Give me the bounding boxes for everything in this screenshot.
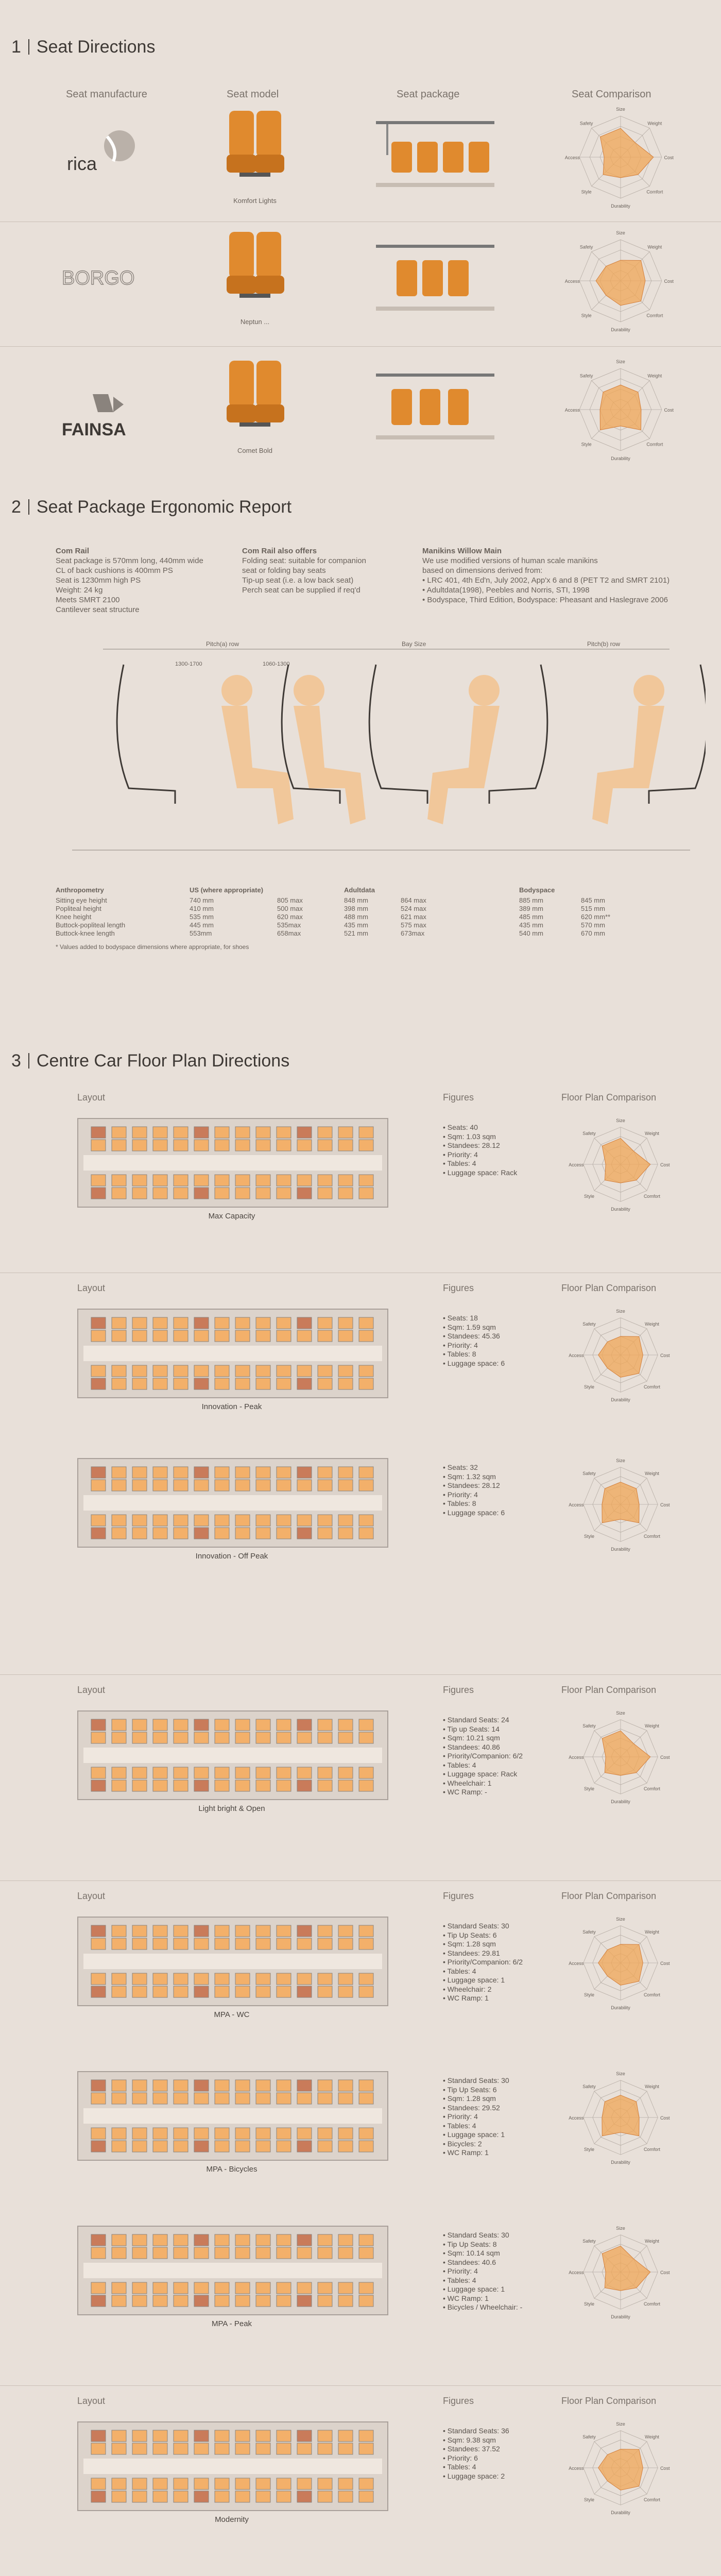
radar-axis-label: Durability: [611, 1397, 630, 1403]
figure-line: • Tables: 4: [443, 1760, 476, 1769]
svg-text:FAINSA: FAINSA: [62, 420, 126, 439]
figure-line: • Luggage space: 6: [443, 1508, 505, 1517]
floor-plan-radar-0: [561, 1115, 680, 1213]
radar-axis-label: Weight: [645, 2084, 659, 2090]
figure-line: • Luggage space: 2: [443, 2471, 505, 2480]
figure-line: • Luggage space: Rack: [443, 1168, 518, 1177]
floor-plan-6: [77, 2226, 388, 2315]
radar-series-area: [602, 1731, 650, 1775]
figure-line: • Standees: 45.36: [443, 1332, 500, 1340]
ergo-block-manikins: Manikins Willow Main We use modified versions of human scale manikins based on dimensions derived from: • LRC 401, 4th Ed'n, July 2002, App'x 6 and 8 (PET T2 and SMRT 2101) • Adultdata(1998), Peebles and Norris, STI, 1998 • Bodyspace, Third Edition, Bodyspace: Pheasant and Haslegrave 2006: [422, 547, 670, 604]
radar-axis-label: Size: [616, 230, 625, 236]
radar-axis-label: Safety: [579, 244, 593, 250]
floor-plan-3: [77, 1710, 388, 1800]
radar-series-area: [596, 260, 645, 306]
figure-line: • Priority: 6: [443, 2453, 478, 2462]
svg-text:1300-1700: 1300-1700: [175, 661, 202, 667]
floor-plan-label-2: Innovation - Off Peak: [195, 1552, 268, 1561]
radar-axis-label: Comfort: [643, 2301, 660, 2307]
radar-axis-label: Access: [564, 408, 580, 413]
radar-axis-label: Safety: [579, 373, 593, 379]
figure-line: • Sqm: 1.59 sqm: [443, 1323, 496, 1331]
radar-axis-label: Durability: [611, 1207, 630, 1212]
figure-line: • Priority: 4: [443, 1490, 478, 1499]
radar-axis-label: Weight: [647, 373, 662, 379]
figure-line: • Priority/Companion: 6/2: [443, 1752, 523, 1760]
seat-package-image-borgo: [371, 229, 500, 322]
floor-plan-label-1: Innovation - Peak: [201, 1402, 262, 1411]
figure-line: • Tip Up Seats: 6: [443, 1930, 497, 1939]
figure-line: • Standard Seats: 30: [443, 1922, 509, 1930]
col-compare-0: Floor Plan Comparison: [561, 1092, 657, 1103]
figure-line: • Tip Up Seats: 8: [443, 2240, 497, 2248]
svg-text:Pitch(b) row: Pitch(b) row: [587, 640, 621, 648]
radar-axis-label: Comfort: [643, 1533, 660, 1539]
figure-line: • Sqm: 1.03 sqm: [443, 1132, 496, 1141]
figure-line: • Standees: 28.12: [443, 1481, 500, 1489]
radar-axis-label: Cost: [664, 279, 674, 284]
floor-plan-figures-0: [443, 1123, 517, 1177]
rica-logo: [62, 121, 144, 183]
svg-text:rica: rica: [67, 153, 97, 174]
radar-axis-label: Safety: [582, 2239, 596, 2244]
radar-axis-label: Size: [616, 2421, 625, 2427]
floor-plan-0: [77, 1118, 388, 1208]
fainsa-logo: [57, 392, 149, 443]
floor-plan-figures-3: [443, 1716, 523, 1797]
figure-line: • Standard Seats: 36: [443, 2427, 509, 2435]
figure-line: • Standees: 29.52: [443, 2103, 500, 2112]
floor-plan-label-7: Modernity: [215, 2515, 249, 2524]
svg-text:BORGO: BORGO: [62, 267, 135, 289]
radar-axis-label: Style: [584, 1533, 595, 1539]
section3-title: 3 Centre Car Floor Plan Directions: [11, 1051, 290, 1071]
radar-axis-label: Durability: [611, 2005, 630, 2011]
radar-axis-label: Style: [584, 1384, 595, 1389]
floor-plan-5: [77, 2071, 388, 2161]
radar-axis-label: Safety: [582, 1321, 596, 1327]
radar-axis-label: Comfort: [643, 1384, 660, 1389]
col-seat-model: Seat model: [227, 89, 279, 100]
radar-axis-label: Size: [616, 2071, 625, 2076]
radar-axis-label: Durability: [611, 327, 630, 332]
figure-line: • Priority: 4: [443, 1150, 478, 1159]
floor-plan-figures-1: [443, 1314, 505, 1368]
figure-line: • Standard Seats: 30: [443, 2231, 509, 2239]
floor-plan-figures-7: [443, 2427, 509, 2481]
radar-axis-label: Style: [584, 2301, 595, 2307]
figure-line: • Wheelchair: 1: [443, 1778, 492, 1787]
radar-axis-label: Access: [569, 2270, 584, 2275]
radar-axis-label: Cost: [660, 1755, 670, 1760]
figure-line: • Standees: 29.81: [443, 1948, 500, 1957]
floor-plan-label-3: Light bright & Open: [198, 1804, 265, 1813]
seat-model-image-fainsa: Comet Bold: [216, 355, 294, 453]
radar-axis-label: Size: [616, 107, 625, 112]
radar-series-area: [598, 1336, 643, 1377]
figure-line: • Standees: 37.52: [443, 2445, 500, 2453]
floor-plan-figures-4: [443, 1922, 523, 2003]
radar-axis-label: Weight: [645, 2239, 659, 2244]
col-seat-comparison: Seat Comparison: [572, 89, 651, 100]
figure-line: • Luggage space: 1: [443, 1976, 505, 1984]
col-figures-0: Figures: [443, 1092, 474, 1103]
radar-axis-label: Cost: [660, 1353, 670, 1358]
radar-axis-label: Safety: [582, 1723, 596, 1729]
radar-axis-label: Comfort: [646, 442, 663, 447]
seat-package-image-rica: [371, 106, 500, 198]
floor-plan-radar-1: [561, 1306, 680, 1404]
radar-series-area: [602, 1482, 639, 1523]
svg-text:1060-1300: 1060-1300: [263, 661, 290, 667]
figure-line: • WC Ramp: 1: [443, 2294, 489, 2302]
radar-axis-label: Durability: [611, 1547, 630, 1552]
floor-plan-radar-6: [561, 2223, 680, 2321]
floor-plan-4: [77, 1917, 388, 2006]
floor-plan-label-0: Max Capacity: [208, 1212, 255, 1221]
radar-axis-label: Access: [569, 1755, 584, 1760]
radar-axis-label: Durability: [611, 1799, 630, 1805]
radar-axis-label: Access: [569, 2466, 584, 2471]
radar-axis-label: Access: [564, 279, 580, 284]
figure-line: • Priority: 4: [443, 2112, 478, 2121]
col-seat-package: Seat package: [397, 89, 460, 100]
radar-axis-label: Cost: [660, 2466, 670, 2471]
figure-line: • WC Ramp: -: [443, 1788, 487, 1796]
radar-axis-label: Style: [584, 1992, 595, 1997]
col-layout-1: Layout: [77, 1283, 106, 1293]
figure-line: • Tip Up Seats: 6: [443, 2085, 497, 2094]
radar-axis-label: Safety: [582, 2434, 596, 2440]
radar-axis-label: Access: [569, 1502, 584, 1507]
svg-text:Bay Size: Bay Size: [402, 640, 426, 648]
radar-axis-label: Weight: [647, 244, 662, 250]
figure-line: • Standard Seats: 24: [443, 1716, 509, 1724]
figure-line: • Luggage space: 6: [443, 1359, 505, 1367]
radar-axis-label: Safety: [582, 2084, 596, 2090]
radar-axis-label: Safety: [582, 1131, 596, 1137]
figure-line: • Tables: 4: [443, 2463, 476, 2471]
figure-line: • Standard Seats: 30: [443, 2076, 509, 2084]
figure-line: • Bicycles / Wheelchair: -: [443, 2303, 523, 2311]
radar-chart-rica: [551, 103, 690, 211]
figure-line: • Standees: 28.12: [443, 1141, 500, 1149]
radar-axis-label: Access: [569, 1961, 584, 1966]
radar-axis-label: Comfort: [643, 2146, 660, 2152]
radar-axis-label: Size: [616, 359, 625, 365]
radar-axis-label: Weight: [645, 1471, 659, 1477]
radar-chart-fainsa: [551, 355, 690, 464]
radar-axis-label: Safety: [579, 121, 593, 126]
radar-axis-label: Weight: [645, 1929, 659, 1935]
figure-line: • Tip up Seats: 14: [443, 1724, 500, 1733]
floor-plan-figures-5: [443, 2076, 509, 2158]
floor-plan-1: [77, 1309, 388, 1398]
radar-axis-label: Cost: [664, 155, 674, 160]
radar-axis-label: Size: [616, 1710, 625, 1716]
floor-plan-label-5: MPA - Bicycles: [206, 2165, 258, 2174]
figure-line: • Tables: 4: [443, 1967, 476, 1975]
figure-line: • Sqm: 9.38 sqm: [443, 2435, 496, 2444]
figure-line: • Priority: 4: [443, 1341, 478, 1349]
section2-title: 2 Seat Package Ergonomic Report: [11, 497, 292, 517]
radar-axis-label: Safety: [582, 1471, 596, 1477]
floor-plan-label-4: MPA - WC: [214, 2010, 250, 2019]
figure-line: • Sqm: 1.32 sqm: [443, 1472, 496, 1481]
radar-axis-label: Style: [584, 2497, 595, 2502]
col-figures-4: Figures: [443, 2396, 474, 2406]
radar-axis-label: Access: [569, 1353, 584, 1358]
col-compare-1: Floor Plan Comparison: [561, 1283, 657, 1293]
floor-plan-radar-7: [561, 2419, 680, 2517]
figure-line: • Tables: 8: [443, 1499, 476, 1507]
figure-line: • Priority/Companion: 6/2: [443, 1958, 523, 1966]
radar-series-area: [602, 2246, 650, 2291]
figure-line: • Luggage space: 1: [443, 2130, 505, 2139]
radar-axis-label: Access: [569, 2115, 584, 2121]
svg-text:Pitch(a) row: Pitch(a) row: [206, 640, 239, 648]
radar-series-area: [602, 1138, 650, 1183]
figure-line: • Seats: 18: [443, 1314, 478, 1322]
figure-line: • WC Ramp: 1: [443, 2148, 489, 2157]
figure-line: • Luggage space: Rack: [443, 1770, 518, 1778]
radar-axis-label: Weight: [645, 1723, 659, 1729]
figure-line: • Priority: 4: [443, 2267, 478, 2275]
radar-axis-label: Weight: [645, 1321, 659, 1327]
radar-axis-label: Style: [584, 1193, 595, 1199]
floor-plan-label-6: MPA - Peak: [211, 2319, 252, 2328]
ergo-block-offers: Com Rail also offers Folding seat: suitable for companion seat or folding bay seats Tip-up seat (i.e. a low back seat) Perch seat can be supplied if req'd: [242, 547, 366, 595]
figure-line: • Luggage space: 1: [443, 2285, 505, 2293]
radar-axis-label: Style: [581, 313, 592, 318]
col-figures-3: Figures: [443, 1891, 474, 1901]
radar-series-area: [602, 2095, 639, 2136]
figure-line: • Standees: 40.6: [443, 2258, 496, 2266]
col-figures-2: Figures: [443, 1685, 474, 1695]
radar-axis-label: Style: [581, 189, 592, 195]
radar-axis-label: Cost: [660, 1502, 670, 1507]
radar-axis-label: Cost: [660, 1961, 670, 1966]
figure-line: • Tables: 4: [443, 1159, 476, 1167]
radar-axis-label: Cost: [664, 408, 674, 413]
radar-series-area: [598, 2449, 643, 2490]
seat-model-image-borgo: Neptun ...: [216, 227, 294, 325]
col-figures-1: Figures: [443, 1283, 474, 1293]
radar-series-area: [600, 128, 654, 178]
radar-axis-label: Weight: [645, 2434, 659, 2440]
col-layout-2: Layout: [77, 1685, 106, 1695]
radar-chart-borgo: [551, 227, 690, 335]
figure-line: • Sqm: 10.21 sqm: [443, 1734, 500, 1742]
floor-plan-radar-5: [561, 2069, 680, 2166]
radar-axis-label: Style: [581, 442, 592, 447]
floor-plan-2: [77, 1458, 388, 1548]
col-layout-0: Layout: [77, 1092, 106, 1103]
radar-axis-label: Access: [564, 155, 580, 160]
radar-axis-label: Comfort: [646, 313, 663, 318]
figure-line: • Seats: 40: [443, 1123, 478, 1131]
figure-line: • WC Ramp: 1: [443, 1994, 489, 2002]
figure-line: • Bicycles: 2: [443, 2139, 482, 2148]
radar-axis-label: Size: [616, 1308, 625, 1314]
radar-axis-label: Durability: [611, 2314, 630, 2320]
radar-axis-label: Durability: [611, 203, 630, 209]
radar-axis-label: Weight: [645, 1131, 659, 1137]
radar-axis-label: Cost: [660, 2270, 670, 2275]
ergo-block-com-rail: Com Rail Seat package is 570mm long, 440mm wide CL of back cushions is 400mm PS Seat is 1230mm high PS Weight: 24 kg Meets SMRT 2100 Cantilever seat structure: [56, 547, 203, 614]
floor-plan-radar-2: [561, 1455, 680, 1553]
radar-axis-label: Durability: [611, 2160, 630, 2165]
col-compare-2: Floor Plan Comparison: [561, 1685, 657, 1695]
radar-series-area: [598, 1944, 643, 1985]
floor-plan-figures-2: [443, 1463, 505, 1517]
floor-plan-radar-4: [561, 1914, 680, 2012]
floor-plan-figures-6: [443, 2231, 522, 2312]
radar-axis-label: Style: [584, 2146, 595, 2152]
ergonomic-drawing: [21, 634, 706, 876]
figure-line: • Tables: 4: [443, 2276, 476, 2284]
radar-axis-label: Safety: [582, 1929, 596, 1935]
figure-line: • Wheelchair: 2: [443, 1985, 492, 1993]
col-seat-manufacture: Seat manufacture: [66, 89, 147, 100]
radar-axis-label: Durability: [611, 455, 630, 461]
col-layout-4: Layout: [77, 2396, 106, 2406]
radar-series-area: [600, 385, 641, 430]
col-compare-4: Floor Plan Comparison: [561, 2396, 657, 2406]
figure-line: • Sqm: 1.28 sqm: [443, 2094, 496, 2103]
seat-package-image-fainsa: [371, 358, 500, 451]
floor-plan-7: [77, 2421, 388, 2511]
figure-line: • Standees: 40.86: [443, 1742, 500, 1751]
radar-axis-label: Cost: [660, 1162, 670, 1167]
col-layout-3: Layout: [77, 1891, 106, 1901]
radar-axis-label: Weight: [647, 121, 662, 126]
radar-axis-label: Durability: [611, 2510, 630, 2516]
radar-axis-label: Comfort: [643, 1193, 660, 1199]
figure-line: • Seats: 32: [443, 1463, 478, 1471]
figure-line: • Sqm: 1.28 sqm: [443, 1940, 496, 1948]
radar-axis-label: Comfort: [643, 1992, 660, 1997]
radar-axis-label: Comfort: [646, 189, 663, 195]
radar-axis-label: Comfort: [643, 1786, 660, 1791]
radar-axis-label: Size: [616, 2225, 625, 2231]
figure-line: • Sqm: 10.14 sqm: [443, 2249, 500, 2257]
radar-axis-label: Comfort: [643, 2497, 660, 2502]
figure-line: • Tables: 8: [443, 1350, 476, 1358]
borgo-logo: [57, 258, 149, 299]
section1-title: 1 Seat Directions: [11, 37, 156, 57]
radar-axis-label: Style: [584, 1786, 595, 1791]
radar-axis-label: Cost: [660, 2115, 670, 2121]
radar-axis-label: Size: [616, 1117, 625, 1123]
radar-axis-label: Size: [616, 1916, 625, 1922]
floor-plan-radar-3: [561, 1708, 680, 1806]
figure-line: • Tables: 4: [443, 2121, 476, 2130]
col-compare-3: Floor Plan Comparison: [561, 1891, 657, 1901]
radar-axis-label: Size: [616, 1458, 625, 1463]
radar-axis-label: Access: [569, 1162, 584, 1167]
anthropometry-table: Anthropometry US (where appropriate) Adultdata Bodyspace Sitting eye height 740 mm 805 max 848 mm 864 max 885 mm 845 mm Popliteal height 410 mm 500 max 398 mm 524 max 389 mm 515 mm Knee height 535 mm 620 max 488 mm 621 max 485 mm 620 mm** Buttock-popliteal length 445 mm 535max 435 mm 575 max 435 mm 570 mm Buttock-knee length 553mm 658max 521 mm 673max 540 mm 670 mm * Values added to bodyspace dimensions where appropriate, for shoes: [56, 886, 611, 951]
seat-model-image-rica: Komfort Lights: [216, 106, 294, 204]
